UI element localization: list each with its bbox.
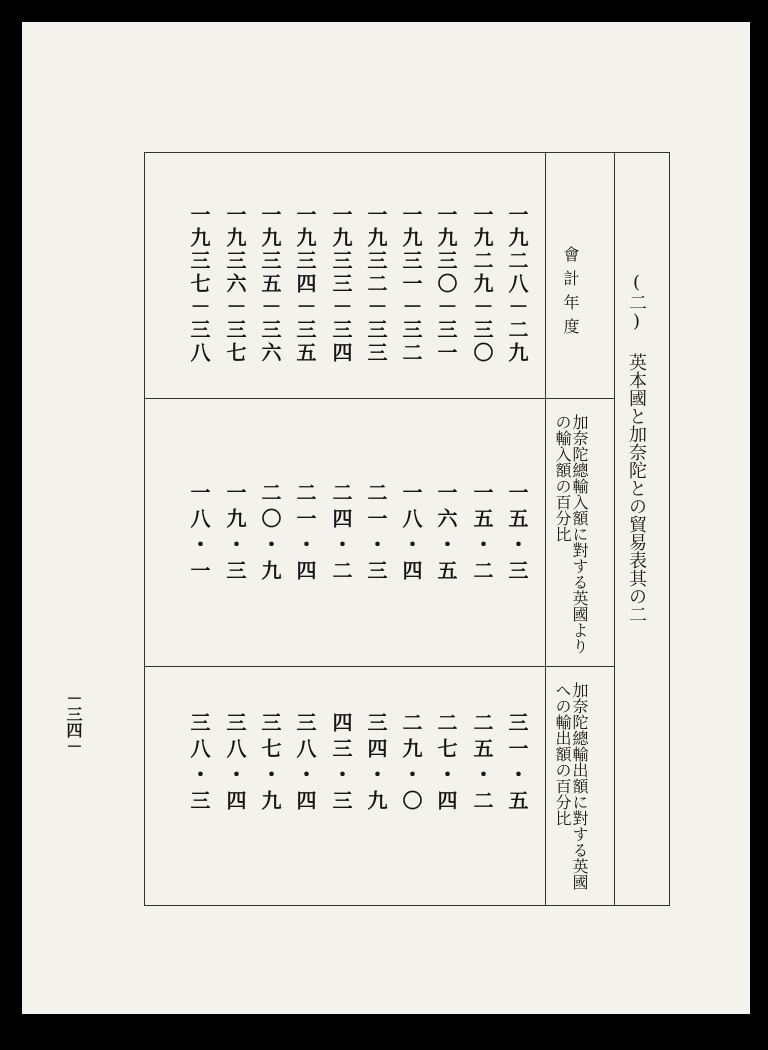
- fiscal-year-cell: 一九三六－三七: [223, 204, 247, 365]
- export-share-cell: 三八・四: [293, 712, 317, 816]
- title-divider: [614, 152, 615, 905]
- section-divider-1: [144, 398, 615, 399]
- export-share-cell: 二七・四: [434, 712, 458, 816]
- export-share-cell: 三八・三: [187, 712, 211, 816]
- fiscal-year-cell: 一九三五－三六: [258, 204, 282, 365]
- section-divider-2: [144, 666, 615, 667]
- export-share-cell: 三四・九: [364, 712, 388, 816]
- import-share-cell: 一五・二: [470, 482, 494, 586]
- import-share-cell: 二〇・九: [258, 482, 282, 586]
- header-import-share: 加奈陀總輸入額に對する英國よりの輸入額の百分比: [553, 414, 589, 654]
- import-share-cell: 一五・三: [505, 482, 529, 586]
- fiscal-year-cell: 一九三二－三三: [364, 204, 388, 365]
- fiscal-year-cell: 一九二八－二九: [505, 204, 529, 365]
- header-fiscal-year: 會計年度: [561, 246, 580, 342]
- import-share-cell: 一六・五: [434, 482, 458, 586]
- import-share-cell: 二四・二: [329, 482, 353, 586]
- header-divider: [545, 152, 546, 905]
- export-share-cell: 二九・〇: [399, 712, 423, 816]
- import-share-cell: 一九・三: [223, 482, 247, 586]
- table-title: (二) 英本國と加奈陀との貿易表其の二: [626, 272, 647, 623]
- export-share-cell: 四三・三: [329, 712, 353, 816]
- fiscal-year-cell: 一九三四－三五: [293, 204, 317, 365]
- import-share-cell: 一八・四: [399, 482, 423, 586]
- document-page: [22, 22, 750, 1014]
- fiscal-year-cell: 一九三〇－三一: [434, 204, 458, 365]
- export-share-cell: 三七・九: [258, 712, 282, 816]
- fiscal-year-cell: 一九三七－三八: [187, 204, 211, 365]
- import-share-cell: 二一・三: [364, 482, 388, 586]
- export-share-cell: 三八・四: [223, 712, 247, 816]
- fiscal-year-cell: 一九二九－三〇: [470, 204, 494, 365]
- header-export-share: 加奈陀總輸出額に對する英國への輸出額の百分比: [553, 682, 589, 890]
- import-share-cell: 一八・一: [187, 482, 211, 586]
- fiscal-year-cell: 一九三三－三四: [329, 204, 353, 365]
- fiscal-year-cell: 一九三一－三二: [399, 204, 423, 365]
- export-share-cell: 三一・五: [505, 712, 529, 816]
- export-share-cell: 二五・二: [470, 712, 494, 816]
- page-number: －三四－: [64, 690, 83, 754]
- import-share-cell: 二一・四: [293, 482, 317, 586]
